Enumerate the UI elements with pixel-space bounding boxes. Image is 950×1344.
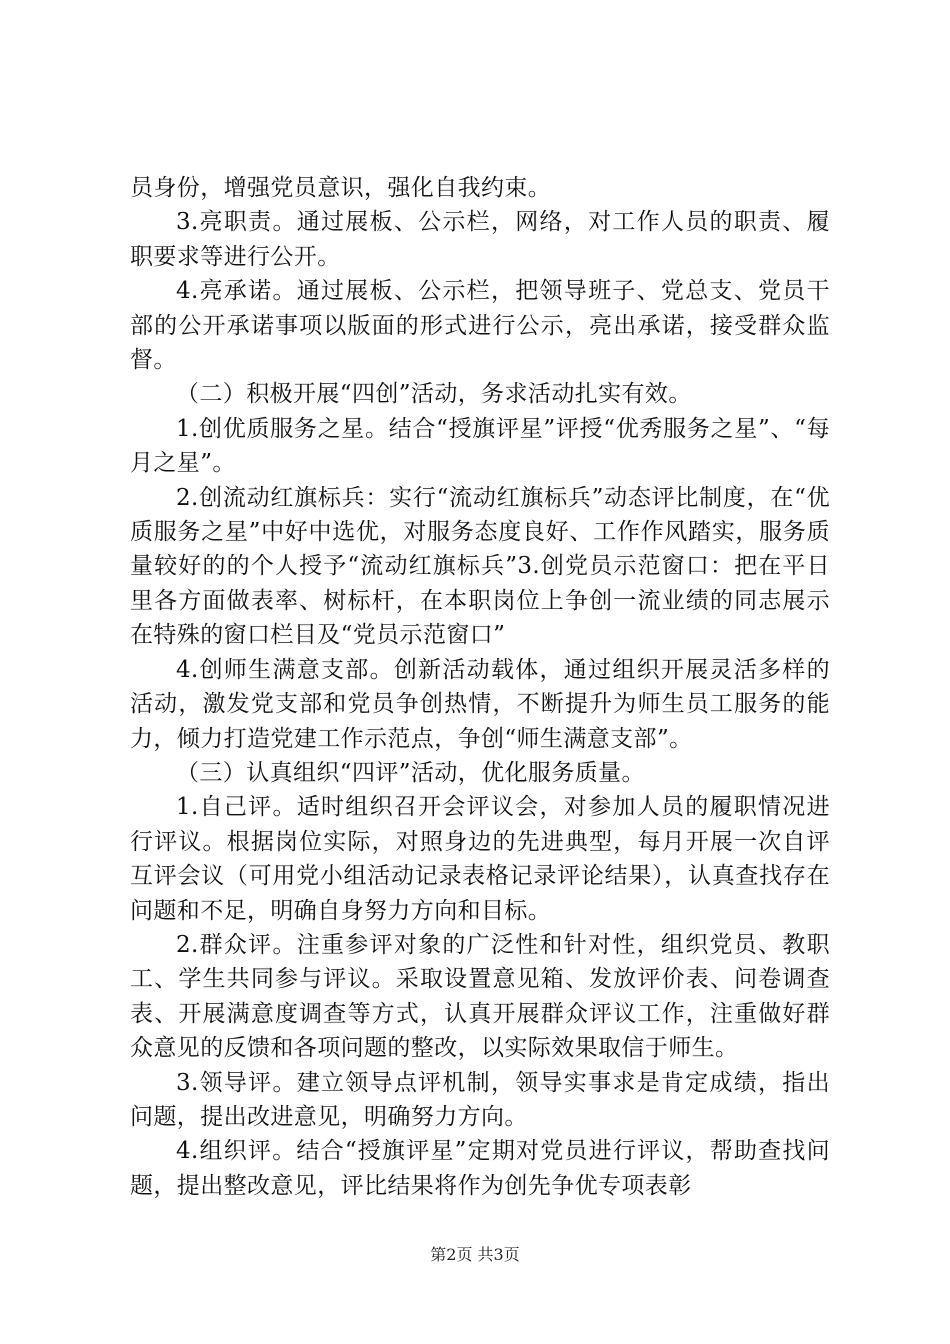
document-body <box>130 171 830 1203</box>
section-heading-siping: （三）认真组织“四评”活动，优化服务质量。 <box>176 759 645 786</box>
paragraph-liang-chengnuo: 4.亮承诺。通过展板、公示栏，把领导班子、党总支、党员干部的公开承诺事项以版面的形式进行公示，亮出承诺，接受群众监督。 <box>130 278 830 374</box>
paragraph-chuang-liudong: 2.创流动红旗标兵：实行“流动红旗标兵”动态评比制度，在“优质服务之星”中好中选优，对服务态度良好、工作作风踏实，服务质量较好的的个人授予“流动红旗标兵”3.创党员示范窗口：把在平日里各方面做表率、树标杆，在本职岗位上争创一流业绩的同志展示在特殊的窗口栏目及“党员示范窗口” <box>130 484 830 649</box>
paragraph-chuang-youzhi: 1.创优质服务之星。结合“授旗评星”评授“优秀服务之星”、“每月之星”。 <box>130 415 830 477</box>
paragraph-qunzhong-ping: 2.群众评。注重参评对象的广泛性和针对性，组织党员、教职工、学生共同参与评议。采取设置意见箱、发放评价表、问卷调查表、开展满意度调查等方式，认真开展群众评议工作，注重做好群众意见的反馈和各项问题的整改，以实际效果取信于师生。 <box>130 931 830 1062</box>
paragraph-lingdao-ping: 3.领导评。建立领导点评机制，领导实事求是肯定成绩，指出问题，提出改进意见，明确努力方向。 <box>130 1069 830 1130</box>
section-heading-sichuang: （二）积极开展“四创”活动，务求活动扎实有效。 <box>176 381 692 408</box>
paragraph-chuang-shisheng: 4.创师生满意支部。创新活动载体，通过组织开展灵活多样的活动，激发党支部和党员争创热情，不断提升为师生员工服务的能力，倾力打造党建工作示范点，争创“师生满意支部”。 <box>130 656 830 752</box>
paragraph-ziji-ping: 1.自己评。适时组织召开会评议会，对参加人员的履职情况进行评议。根据岗位实际，对照身边的先进典型，每月开展一次自评互评会议（可用党小组活动记录表格记录评论结果），认真查找存在问题和不足，明确自身努力方向和目标。 <box>130 794 830 924</box>
paragraph-zuzhi-ping: 4.组织评。结合“授旗评星”定期对党员进行评议，帮助查找问题，提出整改意见，评比结果将作为创先争优专项表彰 <box>130 1138 830 1199</box>
paragraph-liang-zhize: 3.亮职责。通过展板、公示栏，网络，对工作人员的职责、履职要求等进行公开。 <box>130 209 830 270</box>
paragraph-continuation: 员身份，增强党员意识，强化自我约束。 <box>130 175 552 201</box>
page-footer: 第2页 共3页 <box>430 1245 520 1264</box>
